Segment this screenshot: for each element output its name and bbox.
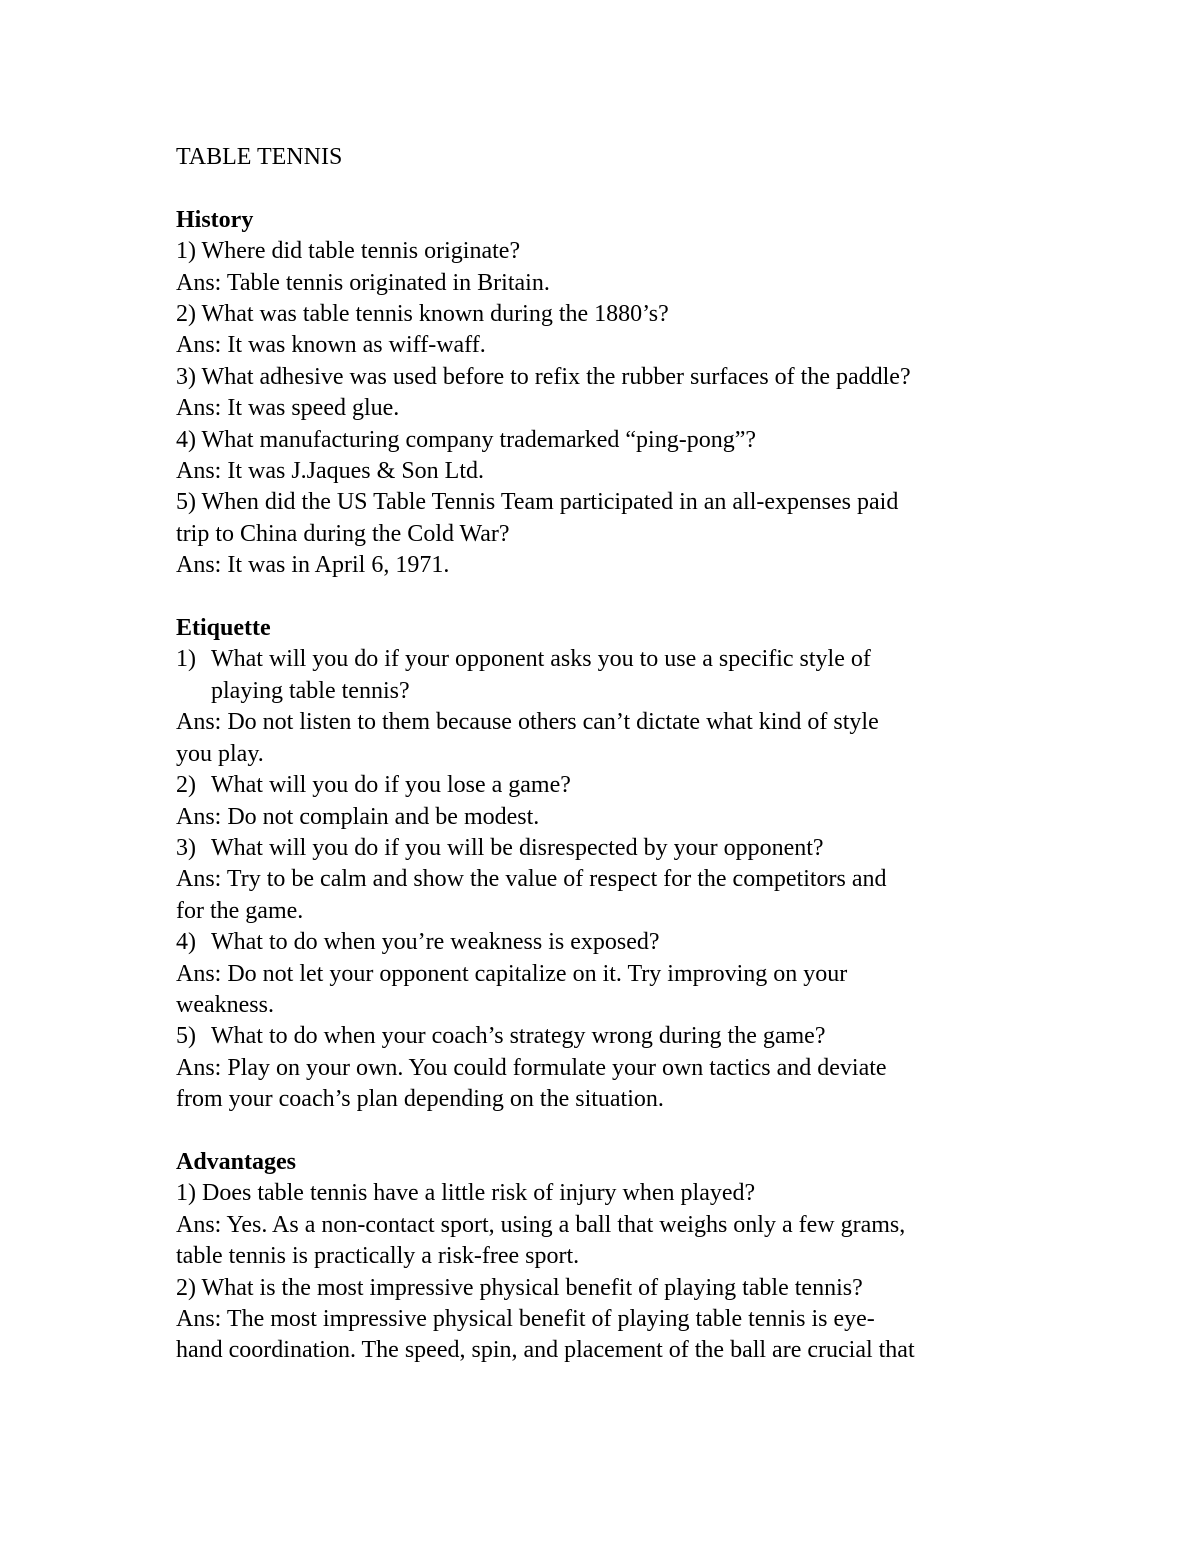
question-text: What to do when your coach’s strategy wrong during the game? <box>211 1023 826 1050</box>
question-number: 1) <box>176 646 196 673</box>
advantages-line: 2) What is the most impressive physical benefit of playing table tennis? <box>176 1274 863 1301</box>
history-line: Ans: Table tennis originated in Britain. <box>176 269 550 296</box>
advantages-section <box>176 1147 1036 1367</box>
question-number: 4) <box>176 929 196 956</box>
answer-line: weakness. <box>176 991 274 1018</box>
question-number: 5) <box>176 1023 196 1050</box>
question-text: What will you do if you lose a game? <box>211 772 571 799</box>
answer-line: you play. <box>176 740 264 767</box>
history-line: 1) Where did table tennis originate? <box>176 238 521 265</box>
history-line: 4) What manufacturing company trademarked “ping-pong”? <box>176 426 756 453</box>
document-title: TABLE TENNIS <box>176 144 343 170</box>
history-line: Ans: It was in April 6, 1971. <box>176 552 450 579</box>
question-number: 3) <box>176 834 196 861</box>
advantages-line: Ans: Yes. As a non-contact sport, using a ball that weighs only a few grams, <box>176 1211 906 1238</box>
answer-line: Ans: Play on your own. You could formulate your own tactics and deviate <box>176 1054 887 1081</box>
answer-line: Ans: Do not listen to them because others can’t dictate what kind of style <box>176 709 879 736</box>
etiquette-heading: Etiquette <box>176 615 271 642</box>
answer-line: Ans: Try to be calm and show the value of respect for the competitors and <box>176 866 887 893</box>
question-text: What will you do if you will be disrespected by your opponent? <box>211 834 824 861</box>
answer-line: from your coach’s plan depending on the situation. <box>176 1086 664 1113</box>
section-spacer <box>176 1116 1036 1147</box>
etiquette-question-2 <box>176 770 1036 801</box>
history-line: 3) What adhesive was used before to refix the rubber surfaces of the paddle? <box>176 363 911 390</box>
advantages-line: 1) Does table tennis have a little risk of injury when played? <box>176 1180 756 1207</box>
history-line: 5) When did the US Table Tennis Team participated in an all-expenses paid <box>176 489 899 516</box>
history-line: trip to China during the Cold War? <box>176 520 510 547</box>
etiquette-question-4 <box>176 927 1036 958</box>
advantages-line: hand coordination. The speed, spin, and placement of the ball are crucial that <box>176 1337 915 1364</box>
question-number: 2) <box>176 772 196 799</box>
answer-line: Ans: Do not let your opponent capitalize on it. Try improving on your <box>176 960 848 987</box>
history-heading: History <box>176 206 254 233</box>
question-text: What will you do if your opponent asks you to use a specific style of <box>211 646 871 673</box>
history-line: Ans: It was known as wiff-waff. <box>176 332 486 359</box>
etiquette-question-1 <box>176 644 1036 675</box>
history-line: Ans: It was speed glue. <box>176 395 400 422</box>
document-body <box>176 142 1036 1367</box>
history-line: 2) What was table tennis known during the 1880’s? <box>176 301 669 328</box>
answer-line: for the game. <box>176 897 304 924</box>
history-line: Ans: It was J.Jaques & Son Ltd. <box>176 458 484 485</box>
history-section <box>176 205 1036 582</box>
etiquette-section <box>176 613 1036 1116</box>
advantages-line: table tennis is practically a risk-free sport. <box>176 1243 580 1270</box>
etiquette-question-3 <box>176 833 1036 864</box>
answer-line: Ans: Do not complain and be modest. <box>176 803 540 830</box>
advantages-line: Ans: The most impressive physical benefit of playing table tennis is eye- <box>176 1305 875 1332</box>
advantages-heading: Advantages <box>176 1148 297 1175</box>
question-text: What to do when you’re weakness is exposed? <box>211 929 660 956</box>
etiquette-question-5 <box>176 1021 1036 1052</box>
question-continuation: playing table tennis? <box>211 677 410 704</box>
section-spacer <box>176 582 1036 613</box>
